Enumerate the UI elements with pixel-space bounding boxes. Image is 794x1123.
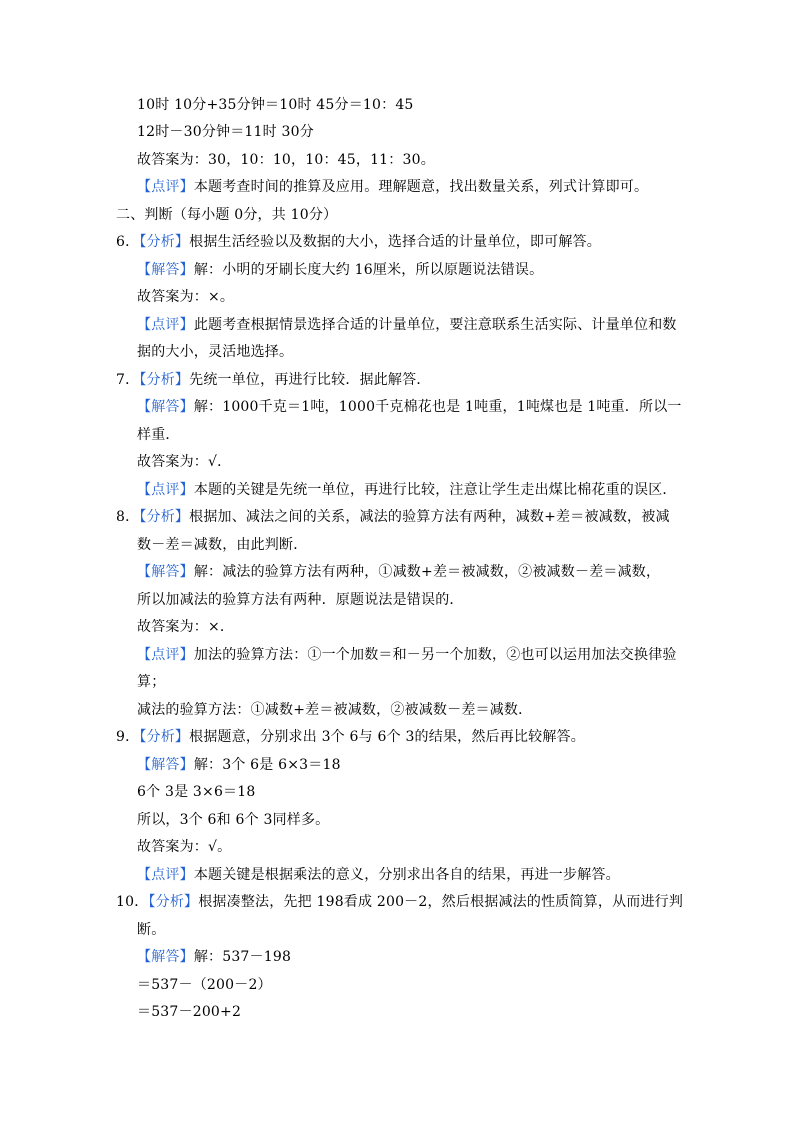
text-line: 故答案为：30，10：10，10：45，11：30。 xyxy=(137,152,435,168)
text-line: 断。 xyxy=(137,922,166,938)
answer-tag: 【解答】 xyxy=(137,262,194,278)
comment-line: 【点评】此题考查根据情景选择合适的计量单位，要注意联系生活实际、计量单位和数 xyxy=(137,317,677,333)
text-line: 算； xyxy=(137,674,166,690)
question-8-analysis: 8．【分析】根据加、减法之间的关系，减法的验算方法有两种，减数+差＝被减数，被减 xyxy=(116,509,670,525)
answer-line: 【解答】解：3个 6是 6×3＝18 xyxy=(137,757,341,773)
analysis-tag: 【分析】 xyxy=(139,234,190,250)
text-line: 6个 3是 3×6＝18 xyxy=(137,784,256,800)
question-7-analysis: 7．【分析】先统一单位，再进行比较．据此解答． xyxy=(116,372,431,388)
comment-tag: 【点评】 xyxy=(137,179,194,195)
text-line: 数－差＝减数，由此判断． xyxy=(137,537,308,553)
answer-line: 【解答】解：1000千克＝1吨，1000千克棉花也是 1吨重，1吨煤也是 1吨重．所以一 xyxy=(137,399,682,415)
text-line: 减法的验算方法：①减数+差＝被减数，②被减数－差＝减数． xyxy=(137,702,533,718)
answer-tag: 【解答】 xyxy=(137,757,194,773)
section-heading: 二、判断（每小题 0分，共 10分） xyxy=(116,207,338,223)
text-line: 所以加减法的验算方法有两种．原题说法是错误的． xyxy=(137,592,464,608)
comment-tag: 【点评】 xyxy=(137,482,194,498)
comment-line: 【点评】本题考查时间的推算及应用。理解题意，找出数量关系，列式计算即可。 xyxy=(137,179,649,195)
text-line: 10时 10分+35分钟＝10时 45分＝10：45 xyxy=(137,97,414,113)
comment-line: 【点评】本题关键是根据乘法的意义，分别求出各自的结果，再进一步解答。 xyxy=(137,867,620,883)
text-line: 所以，3个 6和 6个 3同样多。 xyxy=(137,812,330,828)
answer-tag: 【解答】 xyxy=(137,399,194,415)
analysis-tag: 【分析】 xyxy=(139,509,190,525)
analysis-tag: 【分析】 xyxy=(148,894,199,910)
text-line: 据的大小，灵活地选择。 xyxy=(137,344,294,360)
text-line: 故答案为：×． xyxy=(137,619,235,635)
text-line: ＝537－（200－2） xyxy=(137,977,272,993)
text-line: 故答案为：√。 xyxy=(137,839,232,855)
answer-line: 【解答】解：537－198 xyxy=(137,949,292,965)
comment-tag: 【点评】 xyxy=(137,867,194,883)
analysis-tag: 【分析】 xyxy=(139,372,190,388)
question-6-analysis: 6．【分析】根据生活经验以及数据的大小，选择合适的计量单位，即可解答。 xyxy=(116,234,601,250)
text-line: 样重． xyxy=(137,427,180,443)
text-line: 故答案为：×。 xyxy=(137,289,235,305)
comment-tag: 【点评】 xyxy=(137,317,194,333)
text-line: 12时－30分钟＝11时 30分 xyxy=(137,124,314,140)
question-10-analysis: 10．【分析】根据凑整法，先把 198看成 200－2，然后根据减法的性质简算，从而进行判 xyxy=(116,894,684,910)
answer-tag: 【解答】 xyxy=(137,949,194,965)
question-9-analysis: 9．【分析】根据题意，分别求出 3个 6与 6个 3的结果，然后再比较解答。 xyxy=(116,729,585,745)
answer-line: 【解答】解：小明的牙刷长度大约 16厘米，所以原题说法错误。 xyxy=(137,262,544,278)
analysis-tag: 【分析】 xyxy=(139,729,190,745)
comment-line: 【点评】加法的验算方法：①一个加数＝和－另一个加数，②也可以运用加法交换律验 xyxy=(137,647,677,663)
answer-tag: 【解答】 xyxy=(137,564,194,580)
comment-line: 【点评】本题的关键是先统一单位，再进行比较，注意让学生走出煤比棉花重的误区． xyxy=(137,482,677,498)
comment-tag: 【点评】 xyxy=(137,647,194,663)
text-line: 故答案为：√． xyxy=(137,454,232,470)
answer-line: 【解答】解：减法的验算方法有两种，①减数+差＝被减数，②被减数－差＝减数， xyxy=(137,564,661,580)
text-line: ＝537－200+2 xyxy=(137,1004,242,1020)
